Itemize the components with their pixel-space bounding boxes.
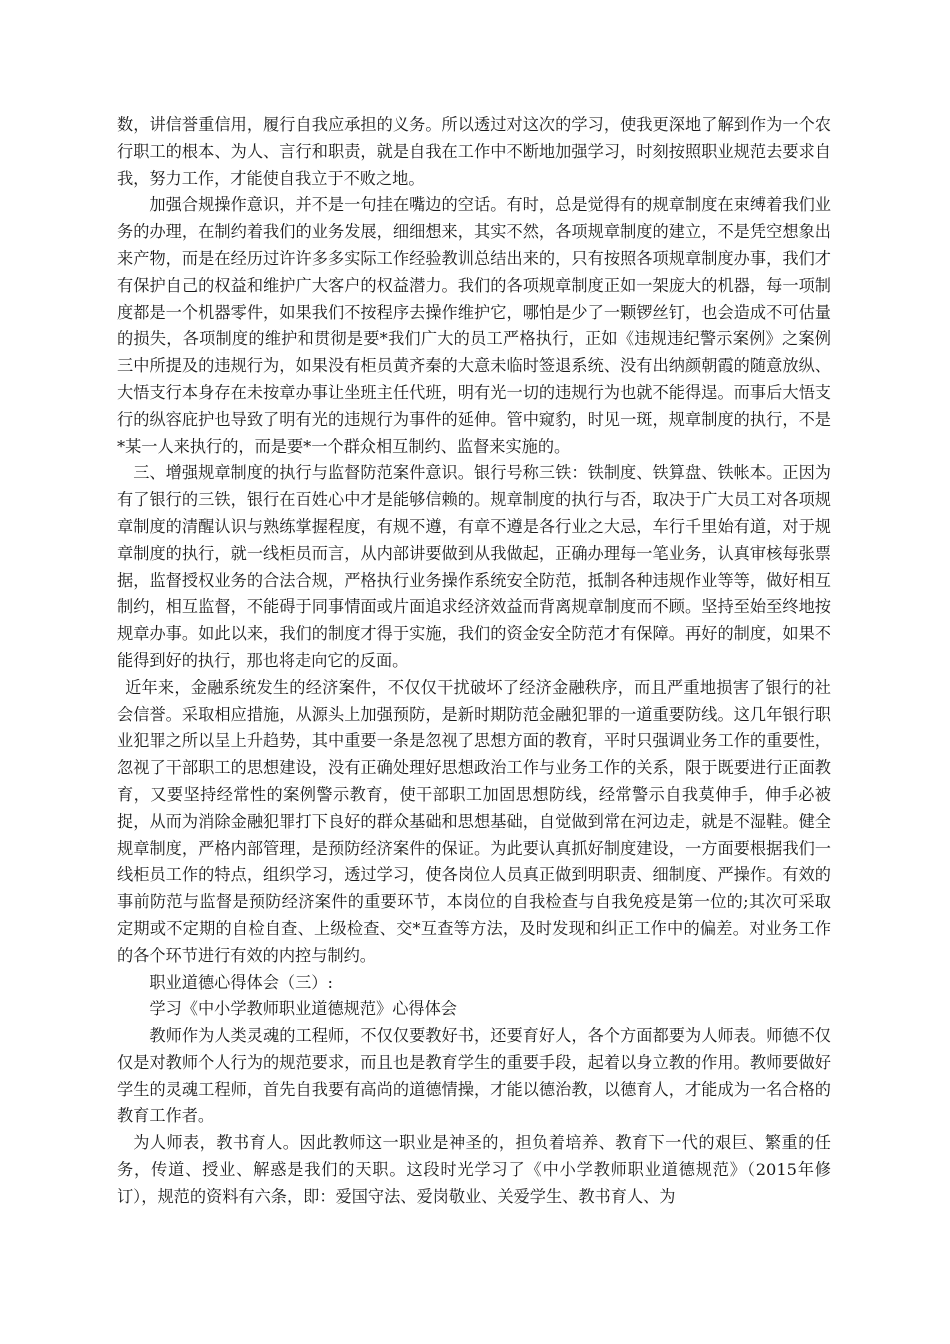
section-heading: 职业道德心得体会（三）: — [149, 972, 333, 992]
paragraph-8: 为人师表，教书育人。因此教师这一职业是神圣的，担负着培养、教育下一代的艰巨、繁重的任务，传道、授业、解惑是我们的天职。这段时光学习了《中小学教师职业道德规范》（2015年修订），规范的资料有六条，即：爱国守法、爱岗敬业、关爱学生、教书育人、为 — [117, 1133, 831, 1206]
paragraph-2: 加强合规操作意识，并不是一句挂在嘴边的空话。有时，总是觉得有的规章制度在束缚着我们业务的办理，在制约着我们的业务发展，细细想来，其实不然，各项规章制度的建立，不是凭空想象出来产物，而是在经历过许许多多实际工作经验教训总结出来的，只有按照各项规章制度办事，我们才有保护自己的权益和维护广大客户的权益潜力。我们的各项规章制度正如一架庞大的机器，每一项制度都是一个机器零件，如果我们不按程序去操作维护它，哪怕是少了一颗锣丝钉，也会造成不可估量的损失，各项制度的维护和贯彻是要*我们广大的员工严格执行，正如《违规违纪警示案例》之案例三中所提及的违规行为，如果没有柜员黄齐秦的大意未临时签退系统、没有出纳颜朝霞的随意放纵、大悟支行本身存在未按章办事让坐班主任代班，明有光一切的违规行为也就不能得逞。而事后大悟支行的纵容庇护也导致了明有光的违规行为事件的延伸。管中窥豹，时见一斑，规章制度的执行，不是*某一人来执行的，而是要*一个群众相互制约、监督来实施的。 — [117, 195, 831, 456]
paragraph-7: 教师作为人类灵魂的工程师，不仅仅要教好书，还要育好人，各个方面都要为人师表。师德不仅仅是对教师个人行为的规范要求，而且也是教育学生的重要手段，起着以身立教的作用。教师要做好学生的灵魂工程师，首先自我要有高尚的道德情操，才能以德治教，以德育人，才能成为一名合格的教育工作者。 — [117, 1026, 831, 1126]
paragraph-1: 数，讲信誉重信用，履行自我应承担的义务。所以透过对这次的学习，使我更深地了解到作为一个农行职工的根本、为人、言行和职责，就是自我在工作中不断地加强学习，时刻按照职业规范去要求自我，努力工作，才能使自我立于不败之地。 — [117, 115, 831, 188]
paragraph-4: 近年来，金融系统发生的经济案件，不仅仅干扰破坏了经济金融秩序，而且严重地损害了银行的社会信誉。采取相应措施，从源头上加强预防，是新时期防范金融犯罪的一道重要防线。这几年银行职业犯罪之所以呈上升趋势，其中重要一条是忽视了思想方面的教育，平时只强调业务工作的重要性，忽视了干部职工的思想建设，没有正确处理好思想政治工作与业务工作的关系，限于既要进行正面教育，又要坚持经常性的案例警示教育，使干部职工加固思想防线，经常警示自我莫伸手，伸手必被捉，从而为消除金融犯罪打下良好的群众基础和思想基础，自觉做到常在河边走，就是不湿鞋。健全规章制度，严格内部管理，是预防经济案件的保证。为此要认真抓好制度建设，一方面要根据我们一线柜员工作的特点，组织学习，透过学习，使各岗位人员真正做到明职责、细制度、严操作。有效的事前防范与监督是预防经济案件的重要环节，本岗位的自我检查与自我免疫是第一位的;其次可采取定期或不定期的自检自查、上级检查、交*互查等方法，及时发现和纠正工作中的偏差。对业务工作的各个环节进行有效的内控与制约。 — [117, 677, 831, 965]
paragraph-3: 三、增强规章制度的执行与监督防范案件意识。银行号称三铁：铁制度、铁算盘、铁帐本。正因为有了银行的三铁，银行在百姓心中才是能够信赖的。规章制度的执行与否，取决于广大员工对各项规章制度的清醒认识与熟练掌握程度，有规不遵，有章不遵是各行业之大忌，车行千里始有道，对于规章制度的执行，就一线柜员而言，从内部讲要做到从我做起，正确办理每一笔业务，认真审核每张票据，监督授权业务的合法合规，严格执行业务操作系统安全防范，抵制各种违规作业等等，做好相互制约，相互监督，不能碍于同事情面或片面追求经济效益而背离规章制度而不顾。坚持至始至终地按规章办事。如此以来，我们的制度才得于实施，我们的资金安全防范才有保障。再好的制度，如果不能得到好的执行，那也将走向它的反面。 — [117, 463, 831, 670]
article-title: 学习《中小学教师职业道德规范》心得体会 — [149, 999, 457, 1019]
document-page — [117, 112, 831, 1211]
